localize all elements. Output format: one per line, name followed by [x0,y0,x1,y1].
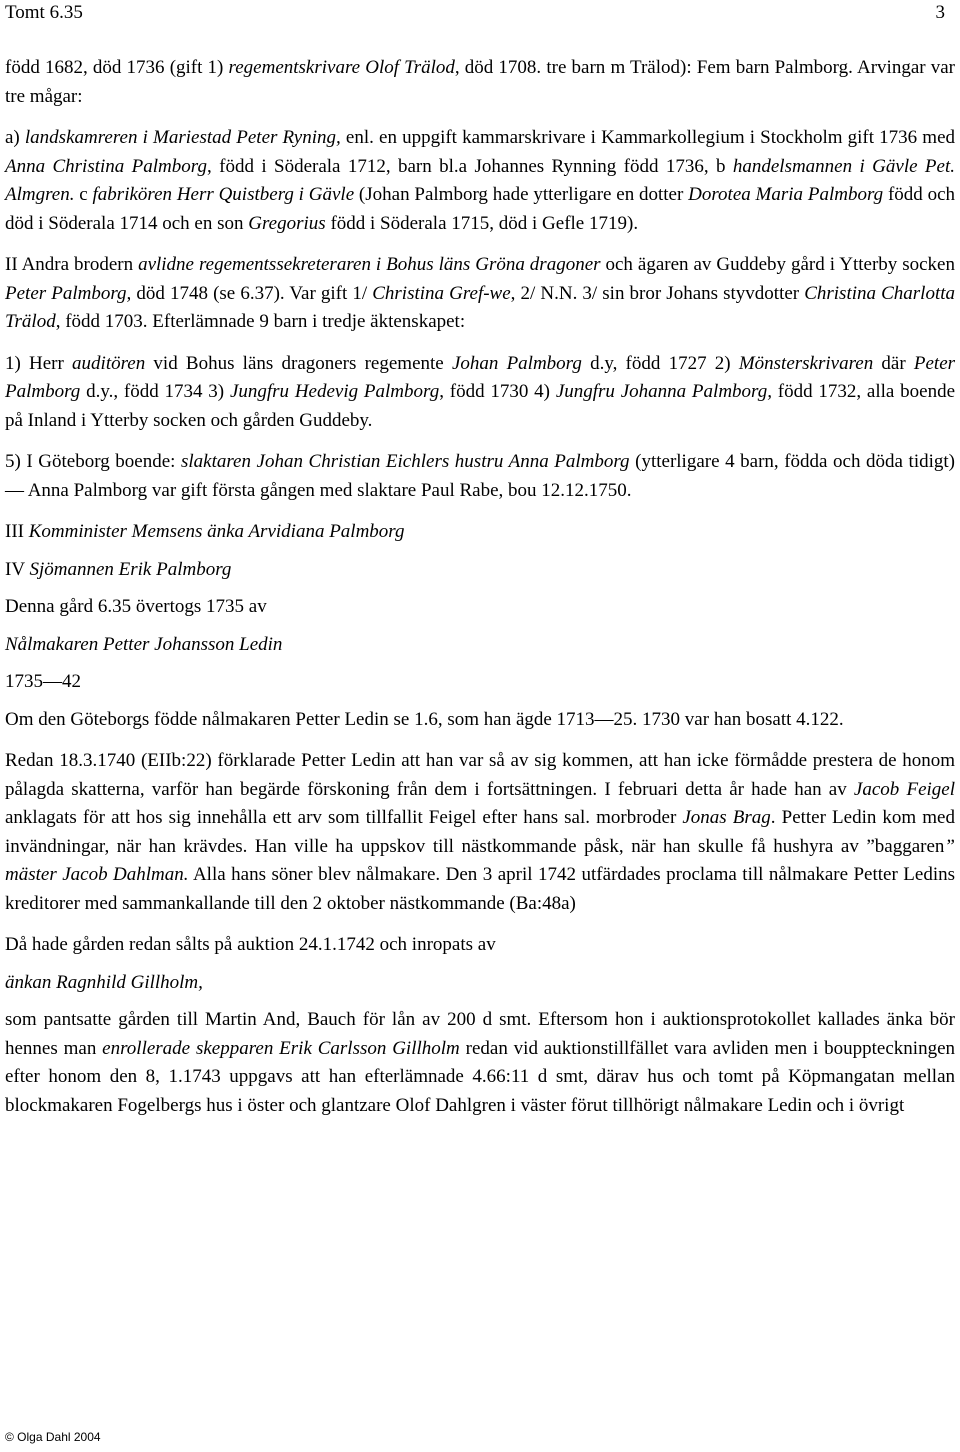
text-run: 5) I Göteborg boende: [5,451,181,472]
text-run: som pantsatte gården till Martin And, Bauch för lån av 200 d smt. Eftersom hon i auktionsprotokollet kallades änka bör hennes man [5,1009,955,1059]
italic-text-run: Christina Gref-we [372,282,511,304]
italic-text-run: Anna Christina Palmborg [5,155,207,177]
italic-text-run: ” mäster Jacob Dahlman. [5,835,955,885]
text-run: (Johan Palmborg hade ytterligare en dotter [354,184,689,205]
paragraph [5,54,955,111]
text-run: där [873,352,914,374]
italic-text-run: Dorotea Maria Palmborg [688,184,884,205]
paragraph [5,556,955,585]
text-run: Redan 18.3.1740 (EIIb:22) förklarade Petter Ledin att han var så av sig kommen, att han icke förmådde prestera de honom pålagda skatterna, varför han begärde förskoning från dem i fortsättningen. I februari detta år hade han av [5,750,955,800]
page-number: 3 [935,2,945,23]
paragraph [5,1006,955,1120]
text-run: d.y., född 1734 3) [80,381,230,402]
italic-text-run: enrollerade skepparen Erik Carlsson Gillholm [102,1037,460,1059]
italic-text-run: Christina Charlotta Trälod [5,282,955,332]
italic-text-run: handelsmannen i Gävle Pet. Almgren. [5,155,955,205]
paragraph [5,668,955,697]
paragraph [5,518,955,547]
paragraph [5,706,955,735]
paragraph [5,969,955,998]
paragraph [5,448,955,505]
italic-text-run: Nålmakaren Petter Johansson Ledin [5,633,283,655]
paragraph [5,593,955,622]
text-run: och ägaren av Guddeby gård i Ytterby socken [600,254,955,275]
text-run: död 1748 (se 6.37). Var gift 1/ [131,282,373,304]
text-run: född 1682, död 1736 (gift 1) [5,57,229,78]
text-run: (ytterligare 4 barn, födda och döda tidigt) — Anna Palmborg var gift första gången med slaktare Paul Rabe, bou 12.12.1750. [5,451,955,501]
text-run: , född 1730 4) [439,381,556,402]
italic-text-run: Jacob Feigel [853,778,955,800]
italic-text-run: slaktaren Johan Christian Eichlers hustru Anna Palmborg [180,451,630,472]
document-body [5,54,955,1133]
italic-text-run: avlidne regementssekreteraren i Bohus läns Gröna dragoner [138,254,601,275]
text-run: Denna gård 6.35 övertogs 1735 av [5,596,267,617]
text-run: Om den Göteborgs födde nålmakaren Petter Ledin se 1.6, som han ägde 1713—25. 1730 var han bosatt 4.122. [5,708,844,730]
copyright-footer: © Olga Dahl 2004 [5,1430,101,1444]
italic-text-run: Johan Palmborg [451,352,582,374]
paragraph [5,631,955,660]
text-run: . Petter Ledin kom med invändningar, när han krävdes. Han ville ha uppskov till nästkommande påsk, när han skulle få hushyra av ”baggaren [5,807,955,857]
paragraph [5,747,955,918]
text-run: 1) Herr [5,352,73,374]
text-run: d.y, född 1727 2) [581,352,739,374]
italic-text-run: Komminister Memsens änka Arvidiana Palmborg [28,521,405,542]
text-run: , 2/ N.N. 3/ sin bror Johans styvdotter [510,282,805,304]
text-run: Då hade gården redan sålts på auktion 24.1.1742 och inropats av [5,934,496,955]
text-run: III [5,521,29,542]
italic-text-run: Jungfru Johanna Palmborg, [555,381,772,402]
italic-text-run: Peter Palmborg [5,352,956,402]
italic-text-run: Gregorius [248,212,326,234]
italic-text-run: Peter Palmborg, [5,282,132,304]
italic-text-run: auditören [72,352,146,374]
text-run: Alla hans söner blev nålmakare. Den 3 april 1742 utfärdades proclama till nålmakare Petter Ledins kreditorer med sammankallande till den 2 oktober nästkommande (Ba:48a) [5,864,955,914]
italic-text-run: Jonas Brag [682,807,771,828]
italic-text-run: Jungfru Hedevig Palmborg [229,381,440,402]
paragraph [5,124,955,238]
text-run: född och död i Söderala 1714 och en son [5,184,956,234]
italic-text-run: änkan Ragnhild Gillholm, [5,971,203,993]
text-run: , född 1703. Efterlämnade 9 barn i tredje äktenskapet: [55,311,466,332]
italic-text-run: regementskrivare Olof Trälod [228,57,455,78]
paragraph [5,350,955,436]
text-run: redan vid auktionstillfället vara avliden men i bouppteckningen efter honom den 8, 1.1743 uppgavs att han efterlämnade 4.66:11 d smt, därav hus och tomt på Köpmangatan mellan blockmakaren Fogelbergs hus i öster och glantzare Olof Dahlgren i väster förut tillhörigt nålmakare Ledin och i övrigt [5,1037,955,1116]
document-title: Tomt 6.35 [5,2,83,23]
text-run: , död 1708. tre barn m Trälod): Fem barn Palmborg. Arvingar var tre mågar: [5,57,956,107]
text-run: anklagats för att hos sig innehålla ett arv som tillfallit Feigel efter hans sal. morbroder [5,807,683,828]
text-run: c [74,184,93,205]
text-run: född 1732, alla boende på Inland i Ytterby socken och gården Guddeby. [5,381,956,431]
italic-text-run: landskamreren i Mariestad Peter Ryning, [24,127,341,148]
italic-text-run: Sjömannen Erik Palmborg [29,558,232,580]
page-header [5,0,945,26]
text-run: IV [5,558,30,580]
text-run: vid Bohus läns dragoners regemente [145,352,452,374]
paragraph [5,251,955,337]
text-run: enl. en uppgift kammarskrivare i Kammarkollegium i Stockholm gift 1736 med [340,127,955,148]
italic-text-run: fabrikören Herr Quistberg i Gävle [92,184,355,205]
italic-text-run: Mönsterskrivaren [738,352,874,374]
text-run: II Andra brodern [5,254,139,275]
text-run: a) [5,127,25,148]
paragraph [5,931,955,960]
text-run: , född i Söderala 1712, barn bl.a Johannes Rynning född 1736, b [206,155,733,177]
text-run: född i Söderala 1715, död i Gefle 1719). [325,212,639,234]
text-run: 1735—42 [5,671,81,692]
